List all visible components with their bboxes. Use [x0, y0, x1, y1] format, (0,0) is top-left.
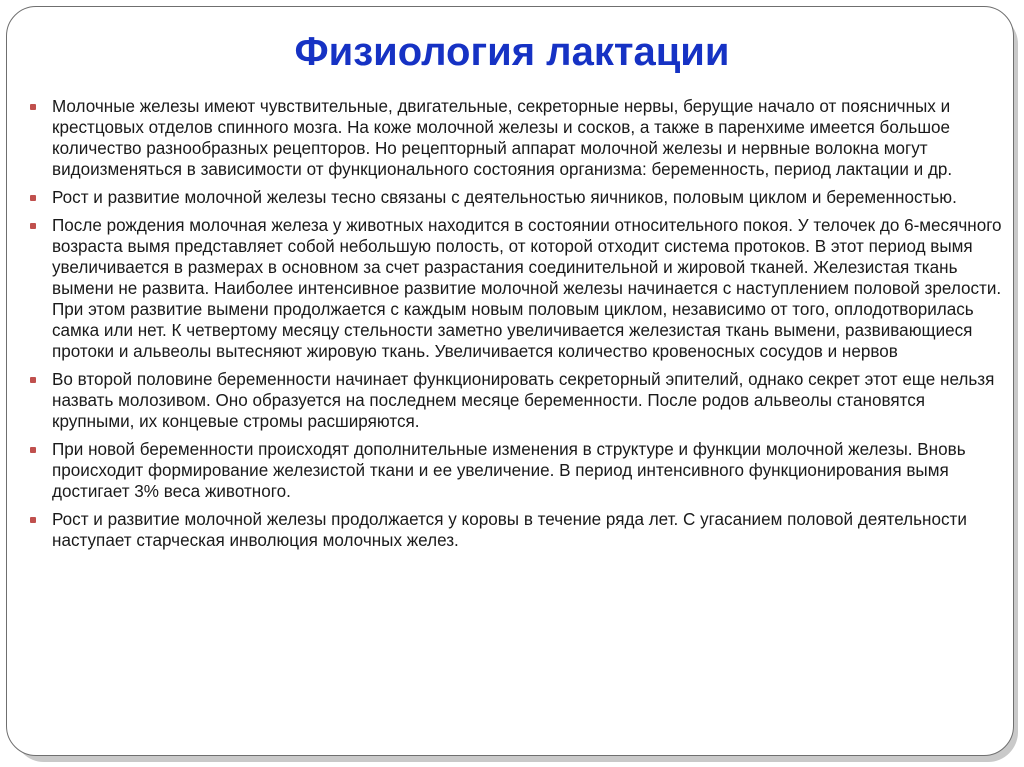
- bullet-text: Рост и развитие молочной железы тесно связаны с деятельностью яичников, половым циклом и беременностью.: [52, 188, 957, 207]
- bullet-text: При новой беременности происходят дополнительные изменения в структуре и функции молочной железы. Вновь происходит формирование железистой ткани и ее увеличение. В период интенсивного функционирования вымя достигает 3% веса животного.: [52, 440, 966, 501]
- square-bullet-icon: [30, 517, 36, 523]
- square-bullet-icon: [30, 377, 36, 383]
- bullet-text: Молочные железы имеют чувствительные, двигательные, секреторные нервы, берущие начало от поясничных и крестцовых отделов спинного мозга. На коже молочной железы и сосков, а также в паренхиме имеется большое количество разнообразных рецепторов. Но рецепторный аппарат молочной железы и нервные волокна могут видоизменяться в зависимости от функционального состояния организма: беременность, период лактации и др.: [52, 97, 953, 179]
- bullet-text: Рост и развитие молочной железы продолжается у коровы в течение ряда лет. С угасанием половой деятельности наступает старческая инволюция молочных желез.: [52, 510, 967, 550]
- bullet-text: Во второй половине беременности начинает функционировать секреторный эпителий, однако секрет этот еще нельзя назвать молозивом. Оно образуется на последнем месяце беременности. После родов альвеолы становятся крупными, их концевые стромы расширяются.: [52, 370, 995, 431]
- bullet-item: [30, 439, 1005, 502]
- slide-title: Физиология лактации: [294, 30, 730, 74]
- bullet-item: [30, 215, 1005, 362]
- bullet-item: [30, 509, 1005, 551]
- bullet-item: [30, 187, 1005, 208]
- square-bullet-icon: [30, 104, 36, 110]
- square-bullet-icon: [30, 195, 36, 201]
- bullet-text: После рождения молочная железа у животных находится в состоянии относительного покоя. У телочек до 6-месячного возраста вымя представляет собой небольшую полость, от которой отходит система протоков. В этот период вымя увеличивается в размерах в основном за счет разрастания соединительной и жировой тканей. Железистая ткань вымени не развита. Наиболее интенсивное развитие молочной железы начинается с наступлением половой зрелости. При этом развитие вымени продолжается с каждым новым половым циклом, независимо от того, оплодотворилась самка или нет. К четвертому месяцу стельности заметно увеличивается железистая ткань вымени, развивающиеся протоки и альвеолы вытесняют жировую ткань. Увеличивается количество кровеносных сосудов и нервов: [52, 216, 1002, 361]
- bullet-item: [30, 96, 1005, 180]
- bullet-item: [30, 369, 1005, 432]
- square-bullet-icon: [30, 223, 36, 229]
- square-bullet-icon: [30, 447, 36, 453]
- bullet-list: [30, 96, 1005, 558]
